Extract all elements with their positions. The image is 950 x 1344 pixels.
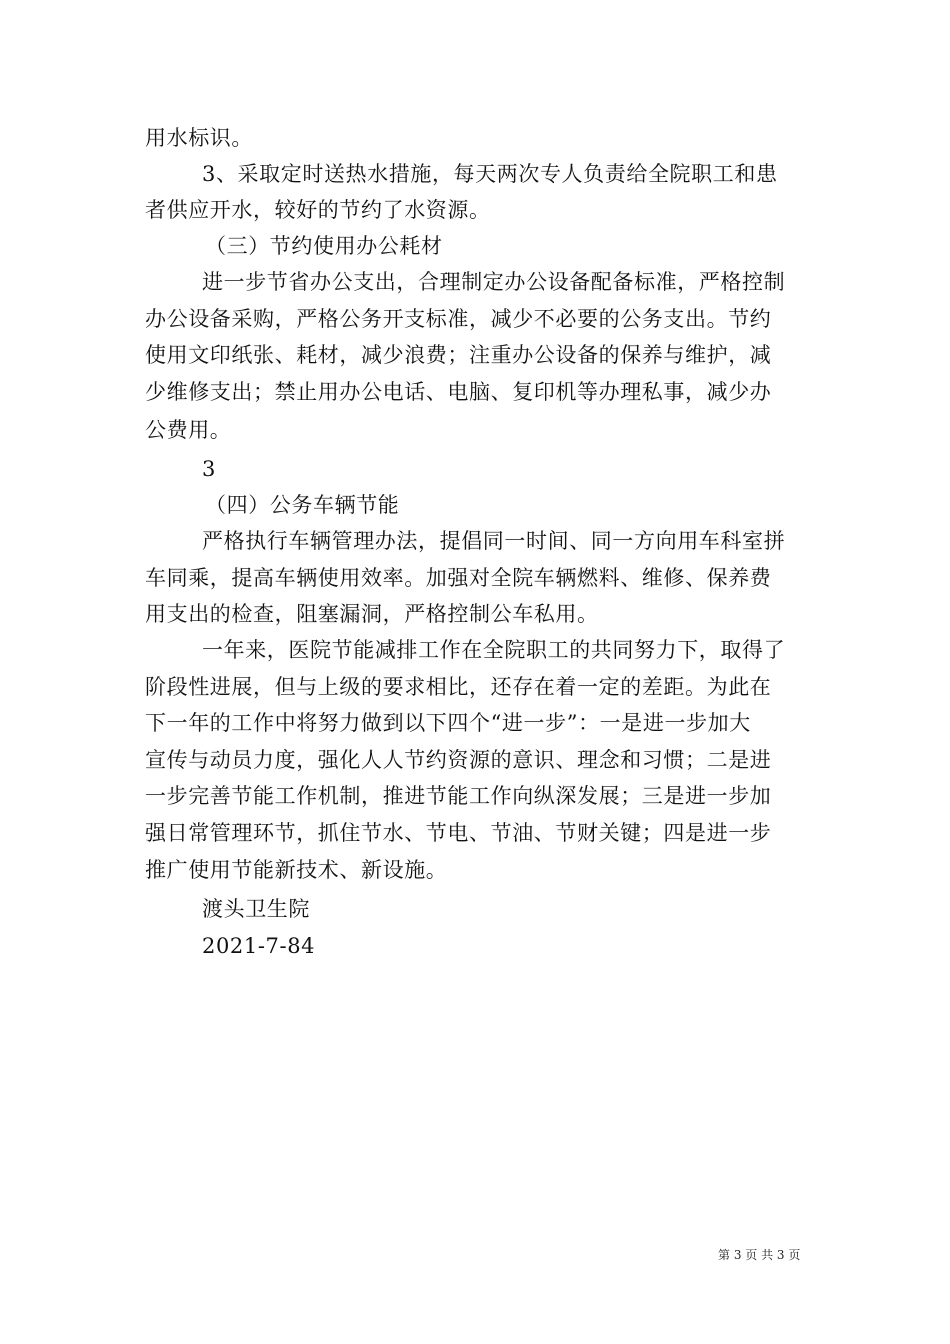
body-line: 下一年的工作中将努力做到以下四个“进一步”：一是进一步加大	[145, 711, 751, 735]
signature-date: 2021-7-84	[202, 934, 316, 958]
body-line: 3、采取定时送热水措施，每天两次专人负责给全院职工和患	[202, 162, 778, 186]
body-line: 一步完善节能工作机制，推进节能工作向纵深发展；三是进一步加	[145, 784, 772, 808]
page-footer: 第 3 页 共 3 页	[718, 1248, 801, 1262]
body-line: 推广使用节能新技术、新设施。	[145, 858, 448, 882]
body-line: 强日常管理环节，抓住节水、节电、节油、节财关键；四是进一步	[145, 821, 772, 845]
body-line: 进一步节省办公支出，合理制定办公设备配备标准，严格控制	[202, 270, 786, 294]
section-heading: （四）公务车辆节能	[205, 493, 400, 517]
body-line: 办公设备采购，严格公务开支标准，减少不必要的公务支出。节约	[145, 307, 772, 331]
body-line: 严格执行车辆管理办法，提倡同一时间、同一方向用车科室拼	[202, 529, 786, 553]
body-line: 阶段性进展，但与上级的要求相比，还存在着一定的差距。为此在	[145, 675, 772, 699]
body-line: 车同乘，提高车辆使用效率。加强对全院车辆燃料、维修、保养费	[145, 566, 772, 590]
body-line: 用水标识。	[145, 126, 253, 150]
signature-org: 渡头卫生院	[202, 897, 310, 921]
body-line: 用支出的检查，阻塞漏洞，严格控制公车私用。	[145, 602, 599, 626]
body-line: 公费用。	[145, 418, 232, 442]
body-line: 宣传与动员力度，强化人人节约资源的意识、理念和习惯；二是进	[145, 748, 772, 772]
body-line: 者供应开水，较好的节约了水资源。	[145, 198, 491, 222]
body-line: 使用文印纸张、耗材，减少浪费；注重办公设备的保养与维护，减	[145, 343, 772, 367]
section-heading: （三）节约使用办公耗材	[205, 234, 443, 258]
body-line: 少维修支出；禁止用办公电话、电脑、复印机等办理私事，减少办	[145, 380, 772, 404]
page-number-text: 3	[202, 457, 216, 481]
body-line: 一年来，医院节能减排工作在全院职工的共同努力下，取得了	[202, 638, 786, 662]
